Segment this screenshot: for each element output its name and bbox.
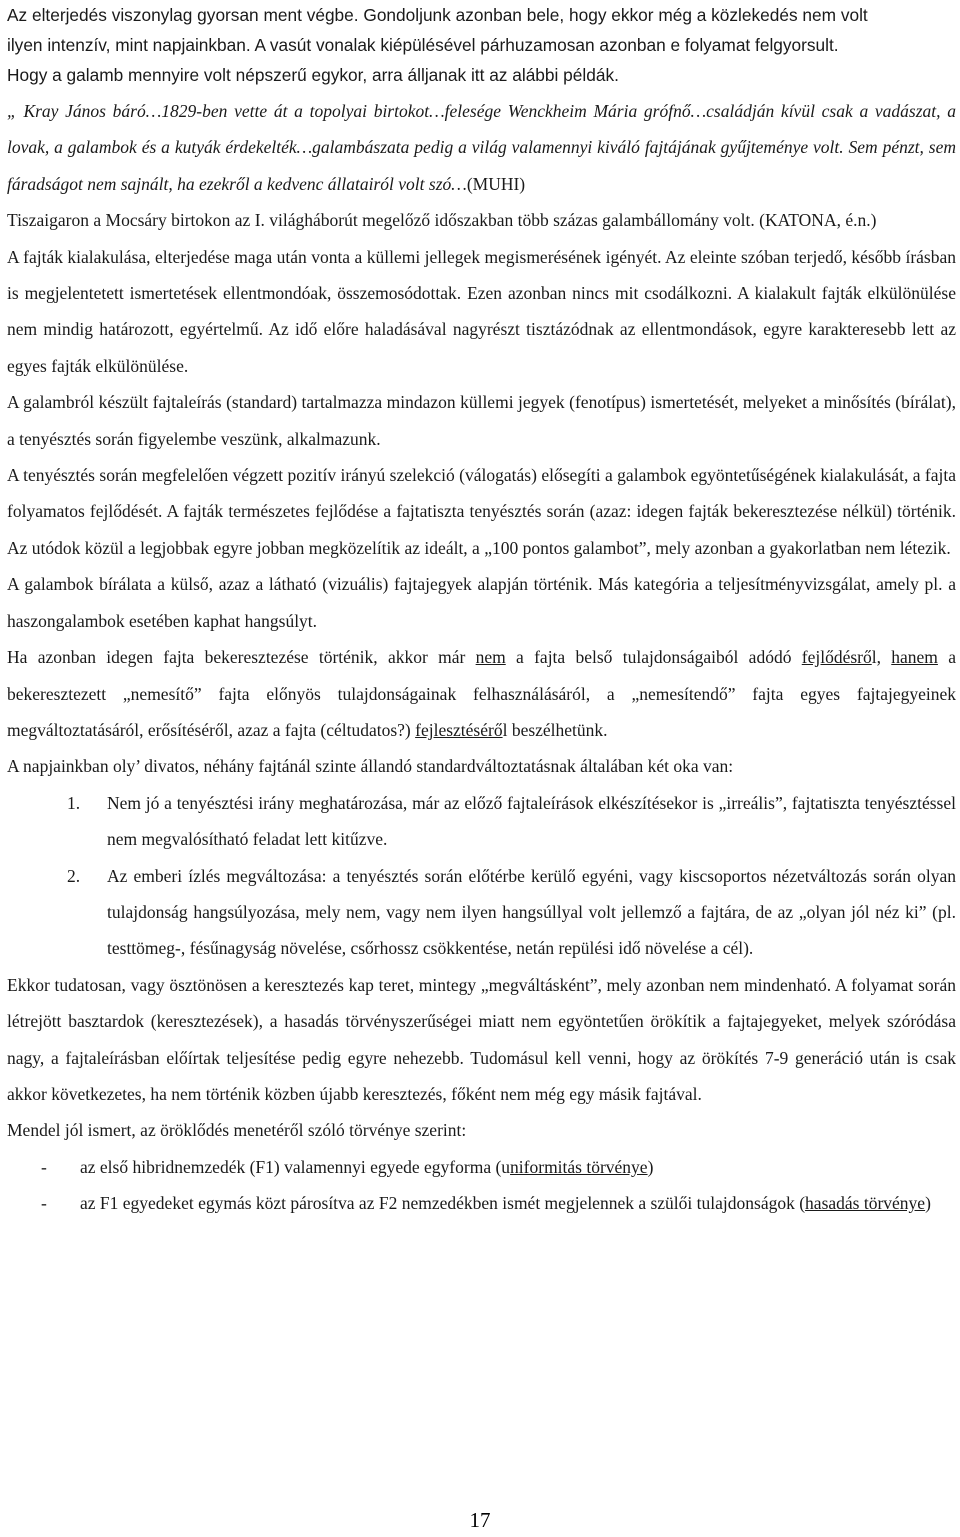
quote-text: „ Kray János báró…1829-ben vette át a topolyai birtokot…felesége Wenckheim Mária grófnő…családján kívül csak a vadászat, a lovak, a galambok és a kutyák érdekelték…galambászata pedig a világ valamennyi kiváló fajtájának gyűjteménye volt. Sem pénzt, sem fáradságot nem sajnált, ha ezekről a kedvenc állatairól volt szó… xyxy=(7,101,956,194)
law-name: niformitás törvénye xyxy=(510,1156,648,1177)
idegen-underline-4: fejlesztésérő xyxy=(415,719,503,740)
idegen-text-1: Ha azonban idegen fajta bekeresztezése történik, akkor már xyxy=(7,647,476,668)
list-item-text: Nem jó a tenyésztési irány meghatározása, már az előző fajtaleírások elkészítésekor is „irreális”, fajtatiszta tenyésztéssel nem megvalósítható feladat lett kitűzve. xyxy=(107,792,956,850)
list-number: 2. xyxy=(67,865,81,886)
paragraph-standard: A galambról készült fajtaleírás (standard) tartalmazza mindazon küllemi jegyek (fenotípus) ismertetését, melyeket a minősítés (bírálat), a tenyésztés során figyelembe veszünk, alkalmazunk. xyxy=(7,392,956,449)
list-item xyxy=(7,858,956,967)
idegen-text-4: a bekeresztezett „nemesítő” fajta előnyös tulajdonságainak felhasználásáról, a „nemesítendő” fajta egyes fajtajegyeinek megváltoztatásáról, erősítéséről, azaz a fajta (céltudatos?) xyxy=(7,647,956,740)
list-item xyxy=(7,785,956,858)
paragraph-biralat: A galambok bírálata a külső, azaz a látható (vizuális) fajtajegyek alapján történik. Más kategória a teljesítményvizsgálat, amely pl. a haszongalambok esetében kaphat hangsúlyt. xyxy=(7,574,956,631)
list-dash: - xyxy=(41,1156,47,1177)
intro-line-3: Hogy a galamb mennyire volt népszerű egykor, arra álljanak itt az alábbi példák. xyxy=(7,65,619,85)
paragraph-divatos: A napjainkban oly’ divatos, néhány fajtánál szinte állandó standardváltoztatásnak általában két oka van: xyxy=(7,756,734,777)
paragraph-tiszaigar: Tiszaigaron a Mocsáry birtokon az I. világháborút megelőző időszakban több százas galambállomány volt. (KATONA, é.n.) xyxy=(7,210,877,231)
idegen-underline-1: nem xyxy=(475,647,506,668)
law-close: ) xyxy=(925,1193,931,1214)
idegen-underline-2: fejlődésrő xyxy=(801,647,872,668)
law-name: hasadás törvénye xyxy=(805,1193,926,1214)
list-number: 1. xyxy=(67,792,81,813)
idegen-text-2: a fajta belső tulajdonságaiból adódó xyxy=(505,647,802,668)
paragraph-idegen xyxy=(7,639,956,748)
paragraph-fajtak: A fajták kialakulása, elterjedése maga után vonta a küllemi jellegek megismerésének igényét. Az eleinte szóban terjedő, később írásban is megjelentetett ismertetések ellentmondóak, összemosódottak. Ezen azonban nincs mit csodálkozni. A kialakult fajták elkülönülése nem mindig határozott, egyértelmű. Az idő előre haladásával nagyrészt tisztázódnak az ellentmondások, egyre karakteresebb lett az egyes fajták elkülönülése. xyxy=(7,246,956,376)
mendel-laws-list xyxy=(7,1149,956,1222)
idegen-text-5: l beszélhetünk. xyxy=(502,719,608,740)
law-text: az első hibridnemzedék (F1) valamennyi egyede egyforma (u xyxy=(80,1156,511,1177)
law-text: az F1 egyedeket egymás közt párosítva az F2 nemzedékben ismét megjelennek a szülői tulajdonságok ( xyxy=(80,1193,806,1214)
quote-source: (MUHI) xyxy=(466,173,526,194)
intro-line-1: Az elterjedés viszonylag gyorsan ment végbe. Gondoljunk azonban bele, hogy ekkor még a közlekedés nem volt xyxy=(7,5,868,25)
reasons-list xyxy=(7,785,956,967)
list-item xyxy=(7,1185,956,1221)
list-dash: - xyxy=(41,1193,47,1214)
list-item-text: Az emberi ízlés megváltozása: a tenyésztés során előtérbe kerülő egyéni, vagy kiscsoportos nézetváltozás során olyan tulajdonság hangsúlyozása, mely nem, vagy nem ilyen hangsúllyal volt jellemző a fajtára, de az „olyan jól néz ki” (pl. testtömeg-, fésűnagyság növelése, csőrhossz csökkentése, netán repülési idő növelése a cél). xyxy=(107,865,956,959)
list-item xyxy=(7,1149,956,1185)
paragraph-ekkor: Ekkor tudatosan, vagy ösztönösen a keresztezés kap teret, mintegy „megváltásként”, mely azonban nem mindenható. A folyamat során létrejött basztardok (keresztezések), a hasadás törvényszerűségei miatt nem egyöntetűen örökítik a fajtajegyeket, melyek szóródása nagy, a fajtaleírásban előírtak teljesítése pedig egyre nehezebb. Tudomásul kell venni, hogy az örökítés 7-9 generáció után is csak akkor következetes, ha nem történik közben újabb keresztezés, főként nem még egy másik fajtával. xyxy=(7,974,956,1104)
idegen-text-3: l, xyxy=(871,647,892,668)
paragraph-szelekcio: A tenyésztés során megfelelően végzett pozitív irányú szelekció (válogatás) elősegíti a galambok egyöntetűségének kialakulását, a fajta folyamatos fejlődését. A fajták természetes fejlődése a fajtatiszta tenyésztés során (azaz: idegen fajták bekeresztezése nélkül) történik. Az utódok közül a legjobbak egyre jobban megközelítik az ideált, a „100 pontos galambot”, mely azonban a gyakorlatban nem létezik. xyxy=(7,465,956,558)
idegen-underline-3: hanem xyxy=(891,647,938,668)
paragraph-mendel: Mendel jól ismert, az öröklődés menetéről szóló törvénye szerint: xyxy=(7,1120,467,1141)
page-number: 17 xyxy=(469,1508,491,1532)
law-close: ) xyxy=(647,1156,654,1177)
intro-line-2: ilyen intenzív, mint napjainkban. A vasút vonalak kiépülésével párhuzamosan azonban e folyamat felgyorsult. xyxy=(7,35,839,55)
quote-paragraph xyxy=(7,93,956,202)
intro-paragraph xyxy=(7,0,956,90)
